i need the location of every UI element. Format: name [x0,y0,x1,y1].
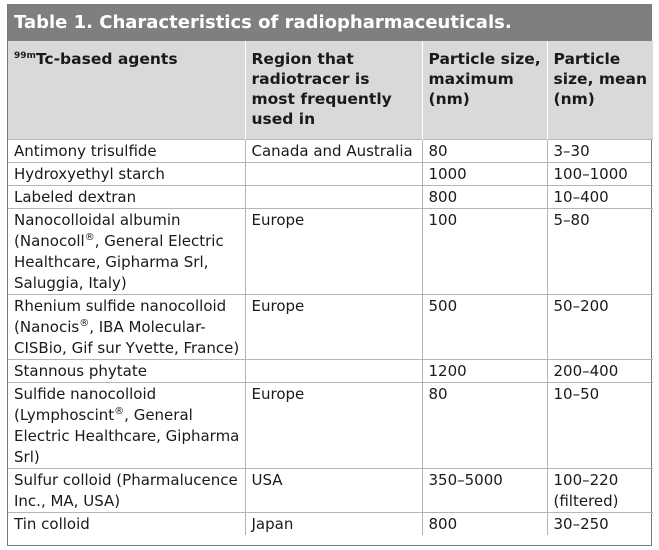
cell-region: Japan [245,513,422,536]
agent-text: Nanocolloidal albumin (Nanocoll [14,211,181,250]
table-row [8,295,653,360]
cell-region: Europe [245,383,422,469]
cell-max-size: 80 [422,383,547,469]
header-agent-superscript: 99m [14,50,36,61]
cell-region: Europe [245,209,422,295]
header-region: Region that radiotracer is most frequently used in [245,41,422,140]
agent-text: Stannous phytate [14,362,147,380]
agent-text: Rhenium sulfide nanocolloid (Nanocis [14,297,227,336]
cell-mean-size: 100–1000 [547,163,653,186]
cell-agent [8,360,245,383]
table-row [8,209,653,295]
cell-agent [8,513,245,536]
cell-mean-size: 10–400 [547,186,653,209]
cell-region: USA [245,469,422,513]
table-frame [7,4,652,546]
table-row [8,186,653,209]
header-agent [8,41,245,140]
cell-max-size: 1000 [422,163,547,186]
agent-text-rest: , IBA Molecular-CISBio, Gif sur Yvette, France) [14,318,240,357]
header-mean-size: Particle size, mean (nm) [547,41,653,140]
cell-max-size: 500 [422,295,547,360]
cell-region [245,163,422,186]
table-row [8,140,653,163]
registered-mark: ® [114,406,125,417]
agent-text: Antimony trisulfide [14,142,157,160]
header-agent-label: Tc-based agents [35,50,178,68]
cell-agent [8,186,245,209]
cell-max-size: 350–5000 [422,469,547,513]
registered-mark: ® [79,318,90,329]
cell-region [245,360,422,383]
cell-agent [8,163,245,186]
cell-mean-size: 5–80 [547,209,653,295]
radiopharmaceuticals-table [8,41,653,535]
cell-mean-size: 50–200 [547,295,653,360]
agent-text: Sulfide nanocolloid (Lymphoscint [14,385,157,424]
table-caption: Table 1. Characteristics of radiopharmaceuticals. [8,5,651,41]
cell-region [245,186,422,209]
cell-mean-size: 30–250 [547,513,653,536]
cell-max-size: 800 [422,186,547,209]
cell-max-size: 1200 [422,360,547,383]
cell-agent [8,469,245,513]
cell-max-size: 800 [422,513,547,536]
cell-mean-size: 200–400 [547,360,653,383]
cell-region: Canada and Australia [245,140,422,163]
cell-mean-size: 100–220 (filtered) [547,469,653,513]
cell-agent [8,295,245,360]
cell-agent [8,383,245,469]
agent-text: Hydroxyethyl starch [14,165,165,183]
cell-max-size: 100 [422,209,547,295]
cell-max-size: 80 [422,140,547,163]
table-row [8,513,653,536]
cell-agent [8,140,245,163]
agent-text: Labeled dextran [14,188,137,206]
cell-agent [8,209,245,295]
cell-region: Europe [245,295,422,360]
agent-text-rest: , General Electric Healthcare, Gipharma Srl, Saluggia, Italy) [14,232,224,292]
agent-text: Tin colloid [14,515,90,533]
table-row [8,469,653,513]
header-row [8,41,653,140]
registered-mark: ® [84,232,95,243]
table-row [8,383,653,469]
agent-text-rest: , General Electric Healthcare, Gipharma Srl) [14,406,240,466]
table-row [8,360,653,383]
agent-text: Sulfur colloid (Pharmalucence Inc., MA, USA) [14,471,238,510]
header-max-size: Particle size, maximum (nm) [422,41,547,140]
cell-mean-size: 3–30 [547,140,653,163]
table-row [8,163,653,186]
cell-mean-size: 10–50 [547,383,653,469]
